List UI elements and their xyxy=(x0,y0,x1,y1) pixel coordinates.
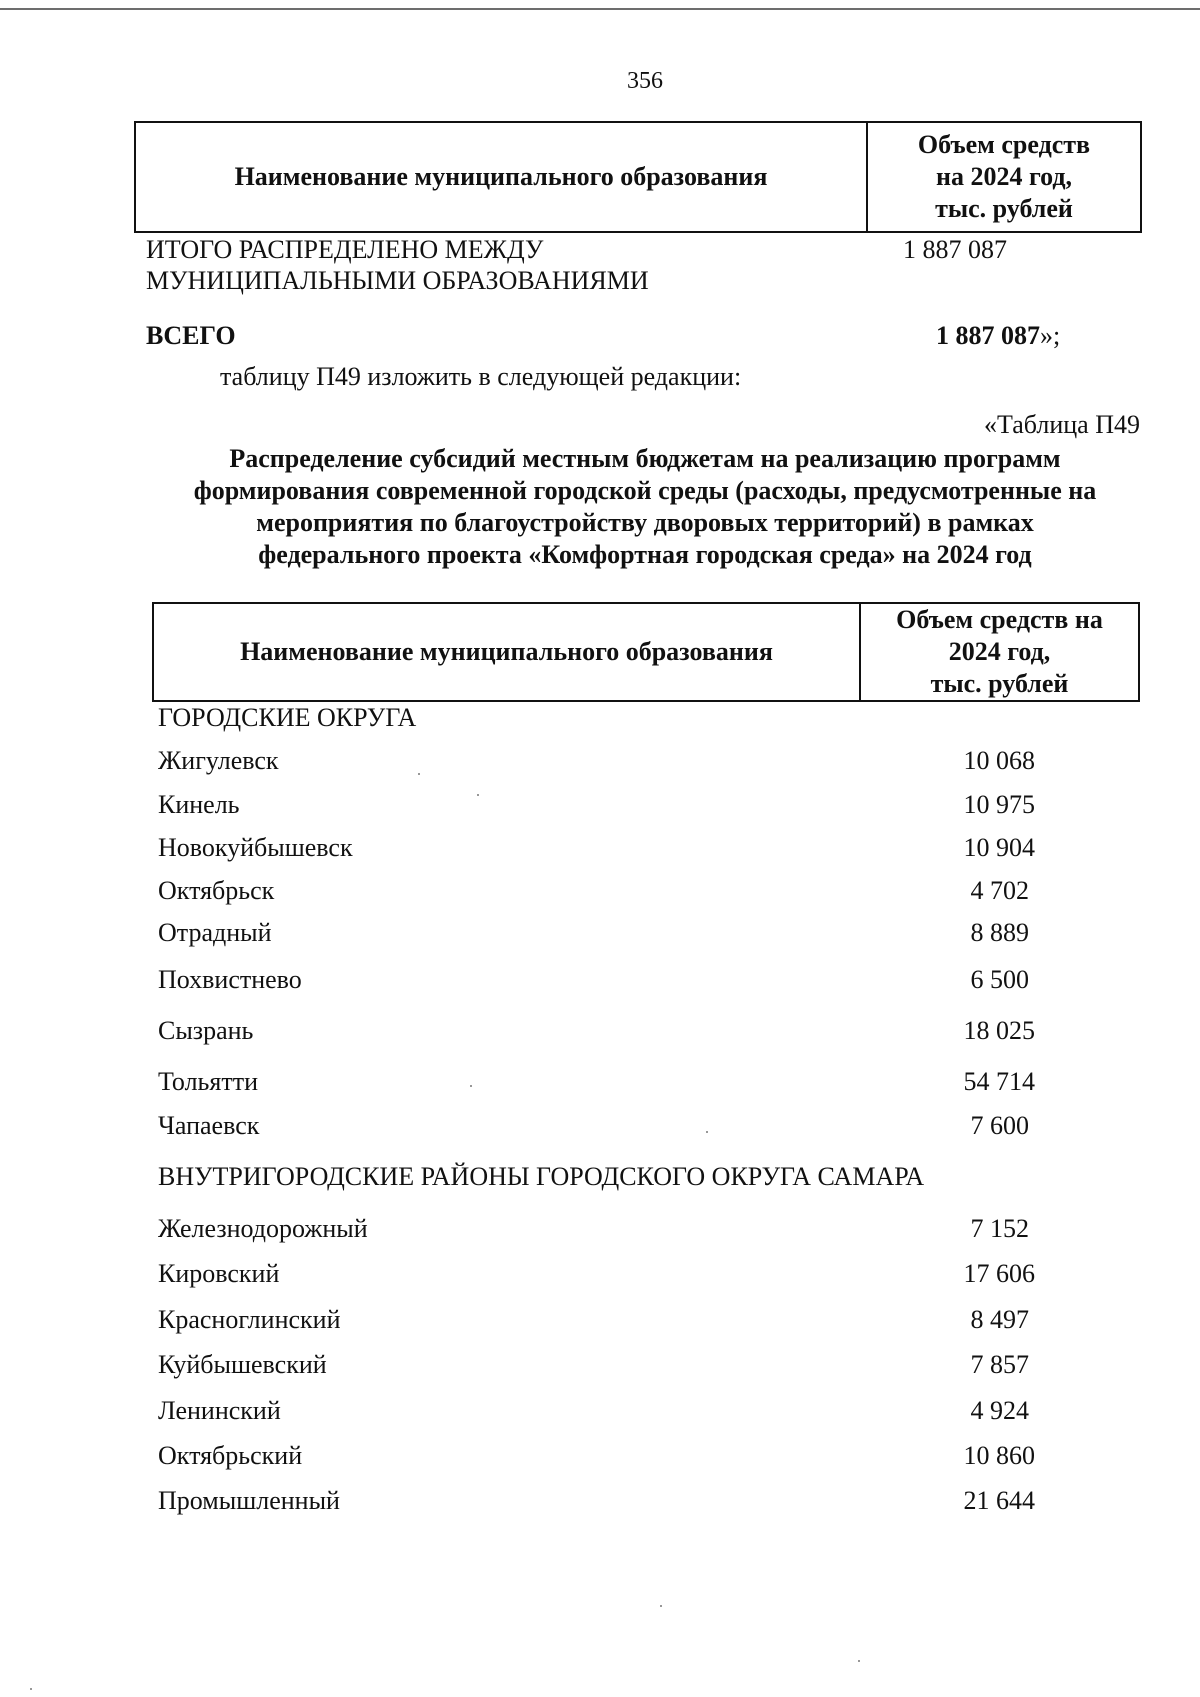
table-row-name: Куйбышевский xyxy=(158,1350,327,1379)
scan-top-rule xyxy=(0,8,1200,10)
caption-line-4: федерального проекта «Комфортная городская среда» на 2024 год xyxy=(258,540,1032,569)
page-number: 356 xyxy=(627,68,663,94)
table1-total-suffix: »; xyxy=(1040,321,1061,350)
section-title-city-districts: ГОРОДСКИЕ ОКРУГА xyxy=(158,703,417,732)
table2-header-volume-col xyxy=(860,603,1139,701)
scan-speck xyxy=(470,1085,472,1087)
table-row-value: 8 497 xyxy=(970,1305,1029,1334)
table1-row-name-line-1: ИТОГО РАСПРЕДЕЛЕНО МЕЖДУ xyxy=(146,235,544,264)
table-row-value: 8 889 xyxy=(970,918,1029,947)
table-label: «Таблица П49 xyxy=(984,410,1140,439)
table1-header-name-col: Наименование муниципального образования xyxy=(135,122,867,232)
scan-speck xyxy=(477,794,479,796)
table-row-name: Октябрьский xyxy=(158,1441,303,1470)
table-row-name: Сызрань xyxy=(158,1016,254,1045)
table-caption xyxy=(150,443,1140,571)
table2-header xyxy=(152,602,1140,702)
instruction-text: таблицу П49 изложить в следующей редакции: xyxy=(220,362,742,391)
table-row-value: 10 904 xyxy=(963,833,1035,862)
table1-header-volume-line-2: на 2024 год, xyxy=(935,162,1073,191)
table1-header xyxy=(134,121,1142,233)
table1-row-name-line-2: МУНИЦИПАЛЬНЫМИ ОБРАЗОВАНИЯМИ xyxy=(146,266,649,295)
table-row-value: 10 975 xyxy=(963,790,1035,819)
table2-header-volume-line-2: 2024 год, xyxy=(948,637,1051,666)
table-row-value: 7 857 xyxy=(970,1350,1029,1379)
table1-row-value: 1 887 087 xyxy=(903,235,1007,264)
table2-header-name-col: Наименование муниципального образования xyxy=(153,603,860,701)
table-row-value: 10 068 xyxy=(963,746,1035,775)
table1-header-volume-col xyxy=(867,122,1141,232)
table-row-value: 7 152 xyxy=(970,1214,1029,1243)
table1-header-volume-line-1: Объем средств xyxy=(917,130,1091,159)
table-row-name: Красноглинский xyxy=(158,1305,341,1334)
table-row-value: 4 702 xyxy=(970,876,1029,905)
table-row-value: 17 606 xyxy=(963,1259,1035,1288)
table-row-value: 18 025 xyxy=(963,1016,1035,1045)
table-row-name: Железнодорожный xyxy=(158,1214,368,1243)
table1-total-label: ВСЕГО xyxy=(146,321,236,350)
table-row-name: Октябрьск xyxy=(158,876,275,905)
table1-header-volume-line-3: тыс. рублей xyxy=(935,194,1073,223)
table-row-name: Жигулевск xyxy=(158,746,279,775)
table2-header-volume-line-3: тыс. рублей xyxy=(930,669,1069,698)
table-row-value: 54 714 xyxy=(963,1067,1035,1096)
table-row-name: Тольятти xyxy=(158,1067,259,1096)
table-row-name: Чапаевск xyxy=(158,1111,260,1140)
table-row-value: 4 924 xyxy=(970,1396,1029,1425)
caption-line-1: Распределение субсидий местным бюджетам на реализацию программ xyxy=(229,444,1061,473)
table-row-name: Кинель xyxy=(158,790,240,819)
table2-header-volume-line-1: Объем средств на xyxy=(896,605,1103,634)
scan-speck xyxy=(30,1688,32,1690)
scan-speck xyxy=(660,1605,662,1607)
table1-total-value: 1 887 087 xyxy=(936,321,1040,350)
table-row-name: Похвистнево xyxy=(158,965,302,994)
table-row-value: 7 600 xyxy=(970,1111,1029,1140)
section-title-samara-districts: ВНУТРИГОРОДСКИЕ РАЙОНЫ ГОРОДСКОГО ОКРУГА САМАРА xyxy=(158,1162,925,1191)
table1-total xyxy=(936,321,1060,351)
table-row-name: Кировский xyxy=(158,1259,280,1288)
scan-speck xyxy=(858,1660,860,1662)
table-row-name: Новокуйбышевск xyxy=(158,833,353,862)
table-row-name: Отрадный xyxy=(158,918,272,947)
caption-line-2: формирования современной городской среды (расходы, предусмотренные на xyxy=(193,476,1097,505)
table-row-value: 6 500 xyxy=(970,965,1029,994)
scan-speck xyxy=(706,1131,708,1133)
table-row-name: Ленинский xyxy=(158,1396,281,1425)
caption-line-3: мероприятия по благоустройству дворовых территорий) в рамках xyxy=(256,508,1034,537)
table-row-value: 21 644 xyxy=(963,1486,1035,1515)
table-row-value: 10 860 xyxy=(963,1441,1035,1470)
table-row-name: Промышленный xyxy=(158,1486,340,1515)
scan-speck xyxy=(418,773,420,775)
